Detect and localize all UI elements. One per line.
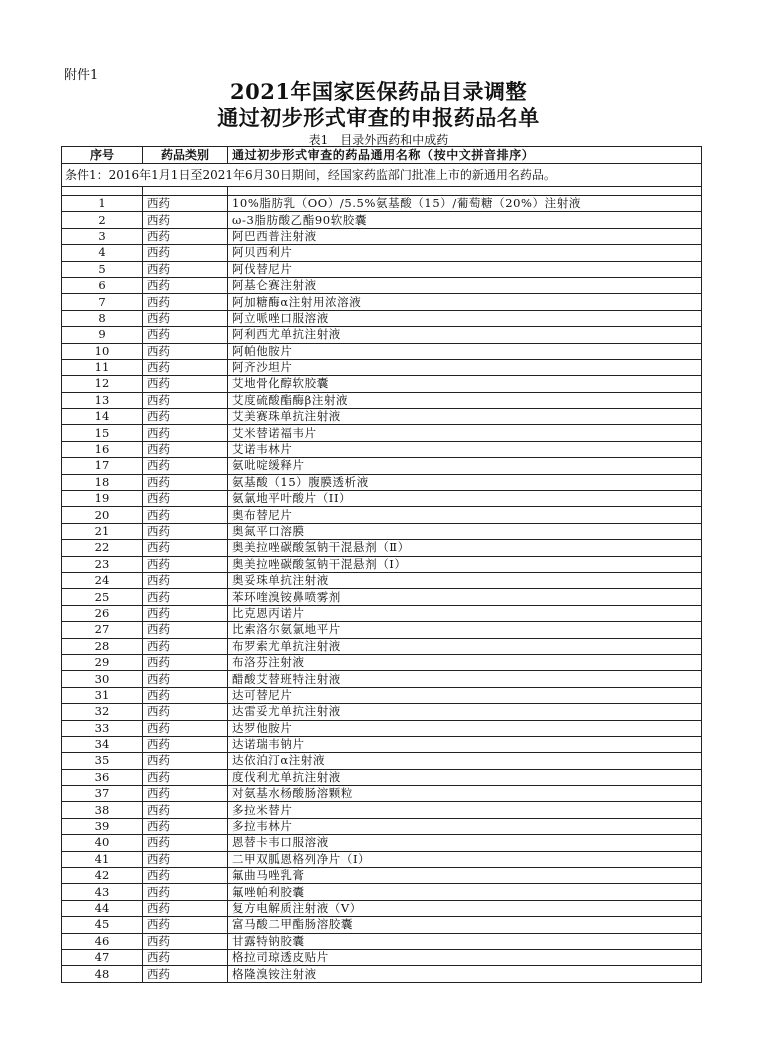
row-category: 西药 <box>143 818 228 834</box>
table-row <box>62 491 702 507</box>
row-number: 23 <box>62 556 143 572</box>
table-row <box>62 671 702 687</box>
row-number: 40 <box>62 835 143 851</box>
row-drug-name: 奥氮平口溶膜 <box>228 523 702 539</box>
row-drug-name: 格拉司琼透皮贴片 <box>228 949 702 965</box>
row-drug-name: 富马酸二甲酯肠溶胶囊 <box>228 917 702 933</box>
row-drug-name: 阿基仑赛注射液 <box>228 277 702 293</box>
row-drug-name: 比索洛尔氨氯地平片 <box>228 622 702 638</box>
table-row <box>62 458 702 474</box>
row-number: 4 <box>62 245 143 261</box>
table-row <box>62 212 702 228</box>
row-drug-name: 阿利西尤单抗注射液 <box>228 327 702 343</box>
row-number: 5 <box>62 261 143 277</box>
row-number: 37 <box>62 786 143 802</box>
row-drug-name: 阿贝西利片 <box>228 245 702 261</box>
row-drug-name: 奥美拉唑碳酸氢钠干混悬剂（Ⅰ） <box>228 556 702 572</box>
table-row <box>62 704 702 720</box>
table-row <box>62 851 702 867</box>
row-drug-name: 达诺瑞韦钠片 <box>228 736 702 752</box>
table-row <box>62 900 702 916</box>
table-row <box>62 359 702 375</box>
table-row <box>62 441 702 457</box>
row-drug-name: 醋酸艾替班特注射液 <box>228 671 702 687</box>
row-category: 西药 <box>143 933 228 949</box>
row-category: 西药 <box>143 851 228 867</box>
row-drug-name: 艾诺韦林片 <box>228 441 702 457</box>
row-number: 1 <box>62 196 143 212</box>
row-drug-name: 氟唑帕利胶囊 <box>228 884 702 900</box>
row-number: 26 <box>62 605 143 621</box>
row-number: 28 <box>62 638 143 654</box>
row-category: 西药 <box>143 654 228 670</box>
drug-list-table <box>61 146 702 983</box>
row-number: 9 <box>62 327 143 343</box>
row-category: 西药 <box>143 277 228 293</box>
row-category: 西药 <box>143 196 228 212</box>
row-category: 西药 <box>143 556 228 572</box>
table-caption: 表1 目录外西药和中成药 <box>308 133 449 147</box>
row-number: 29 <box>62 654 143 670</box>
table-row <box>62 818 702 834</box>
row-number: 38 <box>62 802 143 818</box>
row-category: 西药 <box>143 589 228 605</box>
row-drug-name: 奥布替尼片 <box>228 507 702 523</box>
row-category: 西药 <box>143 769 228 785</box>
table-row <box>62 327 702 343</box>
row-number: 47 <box>62 949 143 965</box>
table-header-row <box>62 147 702 164</box>
row-number: 13 <box>62 392 143 408</box>
row-drug-name: 奥妥珠单抗注射液 <box>228 572 702 588</box>
row-drug-name: 比克恩丙诺片 <box>228 605 702 621</box>
table-row <box>62 294 702 310</box>
row-number: 39 <box>62 818 143 834</box>
row-drug-name: 达依泊汀α注射液 <box>228 753 702 769</box>
row-number: 17 <box>62 458 143 474</box>
row-category: 西药 <box>143 572 228 588</box>
row-number: 11 <box>62 359 143 375</box>
document-subtitle: 通过初步形式审查的申报药品名单 <box>217 105 540 130</box>
spacer-cell <box>228 187 702 196</box>
row-drug-name: 苯环喹溴铵鼻喷雾剂 <box>228 589 702 605</box>
table-row <box>62 474 702 490</box>
spacer-cell <box>62 187 143 196</box>
row-category: 西药 <box>143 605 228 621</box>
row-category: 西药 <box>143 736 228 752</box>
table-row <box>62 425 702 441</box>
row-category: 西药 <box>143 802 228 818</box>
row-number: 30 <box>62 671 143 687</box>
table-row <box>62 392 702 408</box>
row-category: 西药 <box>143 687 228 703</box>
table-row <box>62 261 702 277</box>
row-drug-name: 多拉米替片 <box>228 802 702 818</box>
row-drug-name: 达可替尼片 <box>228 687 702 703</box>
table-row <box>62 277 702 293</box>
row-drug-name: 氟曲马唑乳膏 <box>228 868 702 884</box>
row-drug-name: 氨吡啶缓释片 <box>228 458 702 474</box>
row-category: 西药 <box>143 359 228 375</box>
row-category: 西药 <box>143 245 228 261</box>
table-row <box>62 523 702 539</box>
table-row <box>62 638 702 654</box>
row-number: 46 <box>62 933 143 949</box>
row-category: 西药 <box>143 212 228 228</box>
table-row <box>62 753 702 769</box>
row-number: 35 <box>62 753 143 769</box>
table-row <box>62 966 702 982</box>
row-drug-name: 阿立哌唑口服溶液 <box>228 310 702 326</box>
spacer-cell <box>143 187 228 196</box>
row-drug-name: 阿伐替尼片 <box>228 261 702 277</box>
row-category: 西药 <box>143 720 228 736</box>
row-category: 西药 <box>143 491 228 507</box>
row-drug-name: 氨基酸（15）腹膜透析液 <box>228 474 702 490</box>
row-category: 西药 <box>143 900 228 916</box>
document-title: 2021年国家医保药品目录调整 <box>230 79 527 104</box>
row-number: 42 <box>62 868 143 884</box>
row-drug-name: 阿加糖酶α注射用浓溶液 <box>228 294 702 310</box>
row-drug-name: 阿帕他胺片 <box>228 343 702 359</box>
row-number: 43 <box>62 884 143 900</box>
table-row <box>62 769 702 785</box>
row-drug-name: 达罗他胺片 <box>228 720 702 736</box>
row-number: 32 <box>62 704 143 720</box>
row-number: 21 <box>62 523 143 539</box>
condition-row <box>62 164 702 187</box>
row-number: 7 <box>62 294 143 310</box>
row-category: 西药 <box>143 671 228 687</box>
condition-text: 条件1：2016年1月1日至2021年6月30日期间，经国家药监部门批准上市的新通用名药品。 <box>62 164 702 187</box>
row-number: 3 <box>62 228 143 244</box>
row-category: 西药 <box>143 868 228 884</box>
row-number: 48 <box>62 966 143 982</box>
row-category: 西药 <box>143 327 228 343</box>
table-row <box>62 507 702 523</box>
row-category: 西药 <box>143 409 228 425</box>
row-number: 14 <box>62 409 143 425</box>
table-row <box>62 884 702 900</box>
header-drug-name: 通过初步形式审查的药品通用名称（按中文拼音排序） <box>228 147 702 164</box>
row-category: 西药 <box>143 261 228 277</box>
row-drug-name: 阿巴西普注射液 <box>228 228 702 244</box>
row-number: 44 <box>62 900 143 916</box>
spacer-row <box>62 187 702 196</box>
header-number: 序号 <box>62 147 143 164</box>
table-row <box>62 589 702 605</box>
row-category: 西药 <box>143 704 228 720</box>
row-number: 18 <box>62 474 143 490</box>
row-drug-name: 恩替卡韦口服溶液 <box>228 835 702 851</box>
row-number: 12 <box>62 376 143 392</box>
row-category: 西药 <box>143 458 228 474</box>
table-row <box>62 687 702 703</box>
row-category: 西药 <box>143 294 228 310</box>
row-category: 西药 <box>143 425 228 441</box>
table-row <box>62 572 702 588</box>
row-category: 西药 <box>143 474 228 490</box>
row-category: 西药 <box>143 523 228 539</box>
row-number: 8 <box>62 310 143 326</box>
row-number: 6 <box>62 277 143 293</box>
table-row <box>62 917 702 933</box>
table-row <box>62 245 702 261</box>
row-category: 西药 <box>143 638 228 654</box>
row-number: 36 <box>62 769 143 785</box>
row-number: 27 <box>62 622 143 638</box>
row-category: 西药 <box>143 786 228 802</box>
table-row <box>62 605 702 621</box>
row-number: 10 <box>62 343 143 359</box>
row-category: 西药 <box>143 392 228 408</box>
row-drug-name: 多拉韦林片 <box>228 818 702 834</box>
row-number: 45 <box>62 917 143 933</box>
table-row <box>62 196 702 212</box>
row-drug-name: 布罗索尤单抗注射液 <box>228 638 702 654</box>
table-row <box>62 654 702 670</box>
row-number: 16 <box>62 441 143 457</box>
row-category: 西药 <box>143 376 228 392</box>
table-row <box>62 933 702 949</box>
row-drug-name: 艾地骨化醇软胶囊 <box>228 376 702 392</box>
table-row <box>62 720 702 736</box>
row-number: 15 <box>62 425 143 441</box>
table-row <box>62 409 702 425</box>
row-drug-name: 对氨基水杨酸肠溶颗粒 <box>228 786 702 802</box>
table-row <box>62 786 702 802</box>
row-drug-name: 阿齐沙坦片 <box>228 359 702 375</box>
table-row <box>62 376 702 392</box>
row-category: 西药 <box>143 835 228 851</box>
table-row <box>62 228 702 244</box>
row-number: 25 <box>62 589 143 605</box>
row-drug-name: 10%脂肪乳（OO）/5.5%氨基酸（15）/葡萄糖（20%）注射液 <box>228 196 702 212</box>
row-drug-name: 布洛芬注射液 <box>228 654 702 670</box>
table-row <box>62 868 702 884</box>
row-number: 34 <box>62 736 143 752</box>
row-category: 西药 <box>143 884 228 900</box>
header-category: 药品类别 <box>143 147 228 164</box>
row-number: 2 <box>62 212 143 228</box>
row-category: 西药 <box>143 966 228 982</box>
row-category: 西药 <box>143 917 228 933</box>
row-drug-name: 甘露特钠胶囊 <box>228 933 702 949</box>
table-row <box>62 556 702 572</box>
row-drug-name: 奥美拉唑碳酸氢钠干混悬剂（Ⅱ） <box>228 540 702 556</box>
row-drug-name: 达雷妥尤单抗注射液 <box>228 704 702 720</box>
row-drug-name: 度伐利尤单抗注射液 <box>228 769 702 785</box>
row-number: 22 <box>62 540 143 556</box>
row-category: 西药 <box>143 949 228 965</box>
table-row <box>62 310 702 326</box>
table-row <box>62 343 702 359</box>
row-drug-name: 艾度硫酸酯酶β注射液 <box>228 392 702 408</box>
row-category: 西药 <box>143 753 228 769</box>
row-drug-name: 氨氯地平叶酸片（II） <box>228 491 702 507</box>
row-number: 20 <box>62 507 143 523</box>
table-row <box>62 835 702 851</box>
row-category: 西药 <box>143 441 228 457</box>
row-number: 24 <box>62 572 143 588</box>
table-row <box>62 736 702 752</box>
row-drug-name: ω-3脂肪酸乙酯90软胶囊 <box>228 212 702 228</box>
row-category: 西药 <box>143 622 228 638</box>
row-category: 西药 <box>143 228 228 244</box>
row-drug-name: 格隆溴铵注射液 <box>228 966 702 982</box>
row-category: 西药 <box>143 343 228 359</box>
row-number: 31 <box>62 687 143 703</box>
table-row <box>62 622 702 638</box>
row-category: 西药 <box>143 310 228 326</box>
table-row <box>62 802 702 818</box>
attachment-label: 附件1 <box>64 68 99 83</box>
row-drug-name: 复方电解质注射液（Ⅴ） <box>228 900 702 916</box>
table-row <box>62 540 702 556</box>
row-number: 33 <box>62 720 143 736</box>
row-category: 西药 <box>143 540 228 556</box>
row-number: 41 <box>62 851 143 867</box>
row-drug-name: 二甲双胍恩格列净片（Ⅰ） <box>228 851 702 867</box>
row-drug-name: 艾美赛珠单抗注射液 <box>228 409 702 425</box>
table-row <box>62 949 702 965</box>
row-category: 西药 <box>143 507 228 523</box>
row-drug-name: 艾米替诺福韦片 <box>228 425 702 441</box>
row-number: 19 <box>62 491 143 507</box>
